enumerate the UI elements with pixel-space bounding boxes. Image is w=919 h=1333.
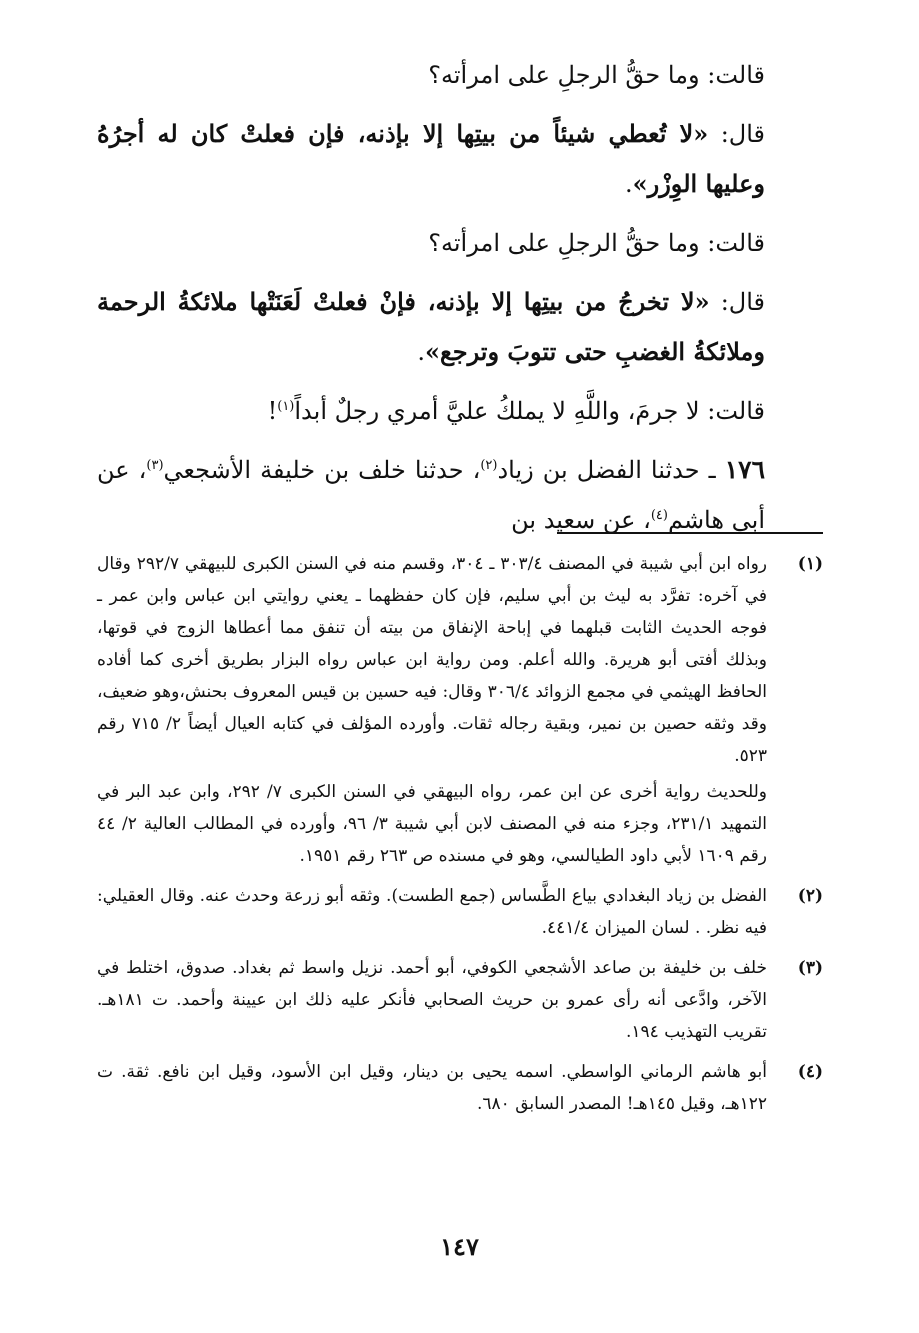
paragraph-question-1 [97, 50, 823, 100]
statement-text: قالت: لا جرمَ، واللَّهِ لا يملكُ عليَّ أمري رجلٌ أبداً [294, 397, 765, 425]
answer-lead: قال: [709, 288, 766, 316]
paragraph-answer-1 [97, 109, 823, 209]
footnote-paragraph: أبو هاشم الرماني الواسطي. اسمه يحيى بن دينار، وقيل ابن الأسود، وقيل ابن نافع. ثقة. ت ١٢٢هـ، وقيل ١٤٥هـ! المصدر السابق ٦٨٠. [97, 1062, 767, 1114]
footnote-body [97, 548, 767, 876]
footnote-paragraph: خلف بن خليفة بن صاعد الأشجعي الكوفي، أبو أحمد. نزيل واسط ثم بغداد. صدوق، اختلط في الآخر، وادَّعى أنه رأى عمرو بن حريث الصحابي فأنكر عليه ذلك ابن عيينة وأحمد. ت ١٨١هـ. تقريب التهذيب ١٩٤. [97, 958, 767, 1042]
footnote-paragraph: الفضل بن زياد البغدادي بياع الطَّساس (جمع الطست). وثقه أبو زرعة وحدث عنه. وقال العقيلي: فيه نظر. . لسان الميزان ٤٤١/٤. [97, 886, 767, 938]
footnote-2 [97, 880, 823, 948]
footnote-4 [97, 1056, 823, 1124]
footnote-ref-1: (١) [277, 399, 295, 414]
paragraph-answer-2 [97, 277, 823, 377]
isnad-part: ـ حدثنا الفضل بن زياد [497, 456, 725, 484]
answer-quote: «لا تُعطي شيئاً من بيتِها إلا بإذنه، فإن فعلتْ كان له أجرُهُ وعليها الوِزْر» [97, 119, 765, 198]
answer-end: . [624, 170, 633, 198]
paragraph-hadith-176 [97, 445, 823, 545]
statement-end: ! [267, 397, 278, 425]
footnote-number: (٣) [797, 958, 823, 978]
footnote-number: (١) [797, 554, 823, 574]
footnote-body [97, 952, 767, 1052]
question-text: قالت: وما حقُّ الرجلِ على امرأته؟ [428, 61, 765, 89]
footnote-body [97, 880, 767, 948]
paragraph-statement [97, 386, 823, 436]
answer-quote: «لا تخرجُ من بيتِها إلا بإذنه، فإنْ فعلتْ لَعَنَتْها ملائكةُ الرحمة وملائكةُ الغضبِ حتى تتوبَ وترجع» [97, 287, 765, 366]
isnad-part: ، حدثنا خلف بن خليفة الأشجعي [163, 456, 481, 484]
hadith-number: ١٧٦ [724, 455, 766, 484]
footnote-1 [97, 548, 823, 876]
isnad-part: ، عن سعيد بن [511, 506, 651, 534]
paragraph-question-2 [97, 218, 823, 268]
footnote-paragraph: وللحديث رواية أخرى عن ابن عمر، رواه البيهقي في السنن الكبرى ٧/ ٢٩٢، وابن عبد البر في التمهيد ٢٣١/١، وجزء منه في المصنف لابن أبي شيبة ٣/ ٩٦، وأورده في المطالب العالية ٢/ ٤٤ رقم ١٦٠٩ لأبي داود الطيالسي، وهو في مسنده ص ٢٦٣ رقم ١٩٥١. [97, 782, 767, 866]
main-text [97, 50, 823, 554]
footnote-separator [557, 532, 823, 534]
footnote-ref-4: (٤) [650, 508, 668, 523]
footnote-ref-2: (٢) [480, 458, 498, 473]
footnotes [97, 548, 823, 1128]
footnote-paragraph: رواه ابن أبي شيبة في المصنف ٣٠٣/٤ ـ ٣٠٤، وقسم منه في السنن الكبرى للبيهقي ٢٩٢/٧ وقال في آخره: تفرَّد به ليث بن أبي سليم، فإن كان حفظهما ـ يعني روايتي ابن عباس وابن عمر ـ فوجه الحديث الثابت قبلهما في إباحة الإنفاق من بيته أن تنفق مما أعطاها الزوج في قوتها، وبذلك أفتى أبو هريرة. والله أعلم. ومن رواية ابن عباس رواه البزار بطريق أخرى كما أفاده الحافظ الهيثمي في مجمع الزوائد ٣٠٦/٤ وقال: فيه حسين بن قيس المعروف بحنش،وهو ضعيف، وقد وثقه حصين بن نمير، وبقية رجاله ثقات. وأورده المؤلف في كتابه العيال أيضاً ٢/ ٧١٥ رقم ٥٢٣. [97, 554, 767, 766]
footnote-ref-3: (٣) [146, 458, 164, 473]
isnad-part: ، عن أبي هاشم [97, 456, 765, 534]
answer-end: . [417, 338, 425, 366]
footnote-number: (٢) [797, 886, 823, 906]
question-text: قالت: وما حقُّ الرجلِ على امرأته؟ [428, 229, 765, 257]
footnote-body [97, 1056, 767, 1124]
footnote-number: (٤) [797, 1062, 823, 1082]
answer-lead: قال: [708, 120, 766, 148]
page-number: ١٤٧ [440, 1232, 479, 1261]
footnote-3 [97, 952, 823, 1052]
